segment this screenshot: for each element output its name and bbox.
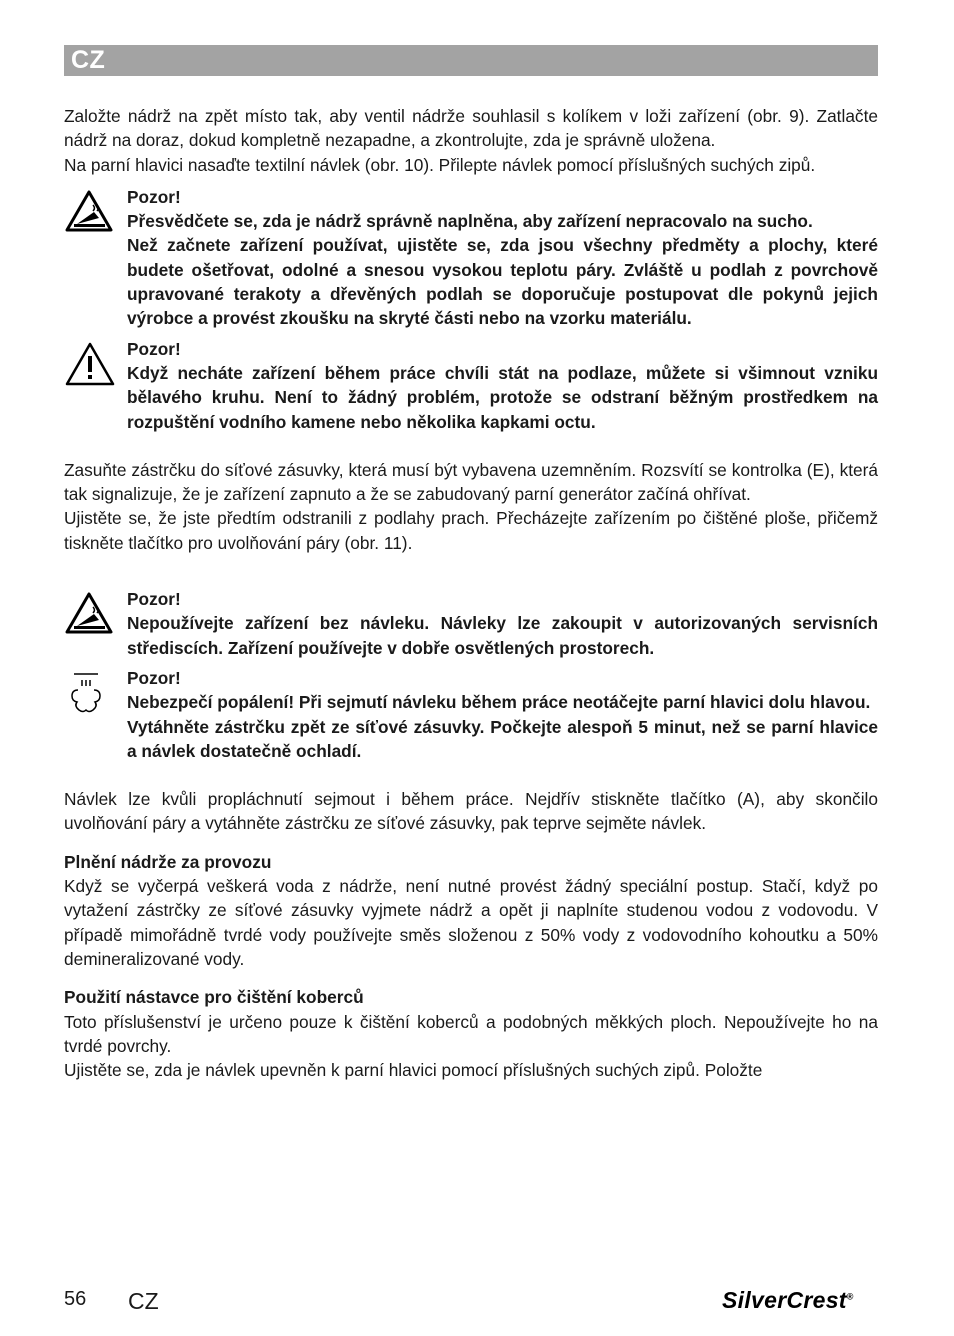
page-content [64, 104, 878, 1082]
warning-title: Pozor! [127, 667, 181, 688]
body-paragraph: Ujistěte se, že jste předtím odstranili z podlahy prach. Přecházejte zařízením po čištěné ploše, přičemž tiskněte tlačítko pro uvolňování páry (obr. 11). [64, 508, 878, 553]
section-heading: Plnění nádrže za provozu [64, 851, 272, 872]
hot-surface-warning-icon [64, 185, 127, 233]
warning-block [64, 185, 878, 331]
warning-text: Nebezpečí popálení! Při sejmutí návleku během práce neotáčejte parní hlavici dolu hlavou. [127, 692, 871, 713]
warning-block [64, 337, 878, 434]
hot-surface-warning-icon [64, 587, 127, 635]
warning-block [64, 666, 878, 763]
warning-block [64, 587, 878, 660]
warning-text: Přesvědčete se, zda je nádrž správně naplněna, aby zařízení nepracovalo na sucho. [127, 211, 813, 232]
warning-text: Když necháte zařízení během práce chvíli stát na podlaze, můžete si všimnout vzniku bělavého kruhu. Není to žádný problém, protože se odstraní běžným prostředkem na rozpuštění vodního kamene nebo několika kapkami octu. [127, 362, 878, 432]
warning-text: Nepoužívejte zařízení bez návleku. Návleky lze zakoupit v autorizovaných servisních střediscích. Zařízení používejte v dobře osvětlených prostorech. [127, 613, 878, 658]
warning-title: Pozor! [127, 589, 181, 610]
brand-logo [722, 1287, 854, 1314]
footer-language-label: CZ [128, 1288, 159, 1314]
body-paragraph: Návlek lze kvůli propláchnutí sejmout i během práce. Nejdřív stiskněte tlačítko (A), aby skončilo uvolňování páry a vytáhněte zástrčku ze síťové zásuvky, pak teprve sejměte návlek. [64, 789, 878, 834]
header-language-label: CZ [71, 46, 106, 74]
steam-burn-icon [64, 666, 127, 718]
warning-text: Než začnete zařízení používat, ujistěte se, zda jsou všechny předměty a plochy, které budete ošetřovat, odolné a snesou vysokou teplotu páry. Zvláště u podlah z povrchově upravované terakoty a dřevěných podlah se doporučuje postupovat dle pokynů jejich výrobce a provést zkoušku na skryté části nebo na vzorku materiálu. [127, 235, 878, 329]
warning-title: Pozor! [127, 338, 181, 359]
section-heading: Použití nástavce pro čištění koberců [64, 987, 364, 1008]
body-paragraph: Zasuňte zástrčku do síťové zásuvky, která musí být vybavena uzemněním. Rozsvítí se kontrolka (E), která tak signalizuje, že je zařízení zapnuto a že se zabudovaný parní generátor začíná ohřívat. [64, 459, 878, 505]
body-paragraph: Když se vyčerpá veškerá voda z nádrže, není nutné provést žádný speciální postup. Stačí, když po vytažení zástrčky ze síťové zásuvky vyjmete nádrž a opět ji naplníte studenou vodou z vodovodu. V případě mimořádně tvrdé vody používejte směs složenou z 50% vody z vodovodního kohoutku a 50% demineralizované vody. [64, 876, 878, 969]
body-paragraph: Toto příslušenství je určeno pouze k čištění koberců a podobných měkkých ploch. Nepoužívejte ho na tvrdé povrchy. [64, 1011, 878, 1056]
header-bar [64, 45, 878, 76]
registered-mark: ® [846, 1291, 854, 1302]
body-paragraph: Ujistěte se, zda je návlek upevněn k parní hlavici pomocí příslušných suchých zipů. Položte [64, 1060, 763, 1081]
warning-title: Pozor! [127, 186, 181, 207]
intro-paragraph: Založte nádrž na zpět místo tak, aby ventil nádrže souhlasil s kolíkem v loži zařízení (obr. 9). Zatlačte nádrž na doraz, dokud kompletně nezapadne, a zkontrolujte, zda je správně uložena. [64, 106, 878, 151]
warning-text: Vytáhněte zástrčku zpět ze síťové zásuvky. Počkejte alespoň 5 minut, než se parní hlavice a návlek dostatečně ochladí. [127, 716, 878, 761]
brand-name: SilverCrest [722, 1287, 847, 1313]
exclamation-warning-icon [64, 337, 127, 387]
intro-paragraph: Na parní hlavici nasaďte textilní návlek (obr. 10). Přilepte návlek pomocí příslušných suchých zipů. [64, 154, 816, 175]
page-number: 56 [64, 1288, 87, 1310]
